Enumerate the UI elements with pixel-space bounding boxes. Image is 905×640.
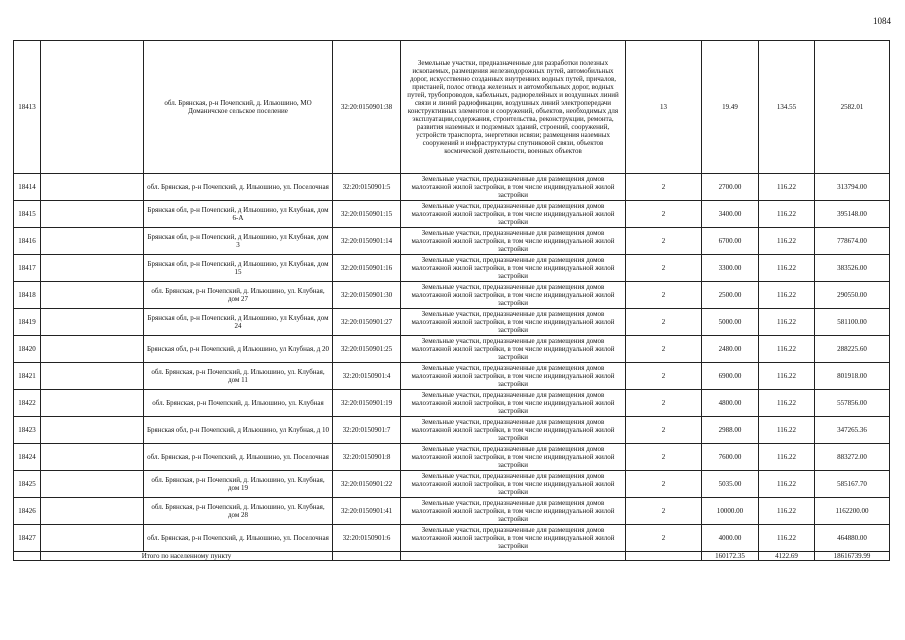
address-cell: обл. Брянская, р-н Почепский, д. Ильюшино, ул. Клубная, дом 19 — [144, 471, 333, 498]
group-code-cell: 2 — [626, 390, 702, 417]
land-use-cell: Земельные участки, предназначенные для разработки полезных ископаемых, размещения железнодорожных путей, автомобильных дорог, искусственно созданных внутренних водных путей, причалов, пристаней, полос отвода железных и автомобильных дорог, водных путей, трубопроводов, кабельных, радиорелейных и воздушных линий связи и линий радиофикации, воздушных линий электропередачи конструктивных элементов и сооружений, объектов, необходимых для эксплуатации,содержания, строительства, реконструкции, ремонта, развития наземных и подземных зданий, строений, сооружений, устройств транспорта, энергетики исвязи; размещения наземных сооружений и инфраструктуры спутниковой связи, объектов космической деятельности, военных объектов — [401, 41, 626, 174]
area-cell: 6900.00 — [702, 363, 759, 390]
area-cell: 2988.00 — [702, 417, 759, 444]
empty-cell — [41, 255, 144, 282]
cadastral-value-cell: 2582.01 — [815, 41, 890, 174]
table-row — [14, 444, 890, 471]
total-row — [14, 552, 890, 561]
address-cell: Брянская обл, р-н Почепский, д Ильюшино, ул Клубная, дом 3 — [144, 228, 333, 255]
cadastral-number-cell: 32:20:0150901:19 — [333, 390, 401, 417]
group-code-cell: 2 — [626, 498, 702, 525]
table-row — [14, 228, 890, 255]
empty-cell — [41, 363, 144, 390]
area-cell: 10000.00 — [702, 498, 759, 525]
row-number-cell: 18413 — [14, 41, 41, 174]
empty-cell — [41, 201, 144, 228]
table-row — [14, 525, 890, 552]
row-number-cell: 18419 — [14, 309, 41, 336]
area-cell: 5000.00 — [702, 309, 759, 336]
cadastral-number-cell: 32:20:0150901:7 — [333, 417, 401, 444]
empty-cell — [41, 174, 144, 201]
area-cell: 2480.00 — [702, 336, 759, 363]
cadastral-number-cell: 32:20:0150901:30 — [333, 282, 401, 309]
table-row — [14, 309, 890, 336]
page-number: 1084 — [873, 16, 891, 26]
cadastral-number-cell: 32:20:0150901:41 — [333, 498, 401, 525]
land-use-cell: Земельные участки, предназначенные для размещения домов малоэтажной жилой застройки, в том числе индивидуальной жилой застройки — [401, 282, 626, 309]
cadastral-number-cell: 32:20:0150901:25 — [333, 336, 401, 363]
specific-value-cell: 116.22 — [759, 417, 815, 444]
group-code-cell: 2 — [626, 201, 702, 228]
total-specific-value-cell: 4122.69 — [759, 552, 815, 561]
address-cell: обл. Брянская, р-н Почепский, д. Ильюшино, ул. Поселочная — [144, 174, 333, 201]
group-code-cell: 2 — [626, 228, 702, 255]
empty-cell — [14, 552, 41, 561]
row-number-cell: 18421 — [14, 363, 41, 390]
group-code-cell: 2 — [626, 309, 702, 336]
table-row — [14, 336, 890, 363]
table-body — [14, 41, 890, 561]
table-row — [14, 390, 890, 417]
table-row — [14, 363, 890, 390]
address-cell: обл. Брянская, р-н Почепский, д. Ильюшино, ул. Клубная, дом 28 — [144, 498, 333, 525]
area-cell: 4800.00 — [702, 390, 759, 417]
table-row — [14, 471, 890, 498]
specific-value-cell: 116.22 — [759, 498, 815, 525]
address-cell: Брянская обл, р-н Почепский, д Ильюшино, ул Клубная, д 10 — [144, 417, 333, 444]
address-cell: Брянская обл, р-н Почепский, д Ильюшино, ул Клубная, д 20 — [144, 336, 333, 363]
address-cell: Брянская обл, р-н Почепский, д Ильюшино, ул Клубная, дом 24 — [144, 309, 333, 336]
row-number-cell: 18418 — [14, 282, 41, 309]
cadastral-value-cell: 395148.00 — [815, 201, 890, 228]
land-use-cell: Земельные участки, предназначенные для размещения домов малоэтажной жилой застройки, в том числе индивидуальной жилой застройки — [401, 417, 626, 444]
cadastral-value-cell: 883272.00 — [815, 444, 890, 471]
row-number-cell: 18416 — [14, 228, 41, 255]
table-row — [14, 174, 890, 201]
address-cell: обл. Брянская, р-н Почепский, д. Ильюшино, ул. Поселочная — [144, 444, 333, 471]
group-code-cell: 13 — [626, 41, 702, 174]
specific-value-cell: 116.22 — [759, 201, 815, 228]
specific-value-cell: 116.22 — [759, 228, 815, 255]
row-number-cell: 18423 — [14, 417, 41, 444]
cadastral-value-cell: 581100.00 — [815, 309, 890, 336]
address-cell: обл. Брянская, р-н Почепский, д. Ильюшино, ул. Клубная, дом 11 — [144, 363, 333, 390]
area-cell: 3400.00 — [702, 201, 759, 228]
specific-value-cell: 116.22 — [759, 309, 815, 336]
specific-value-cell: 116.22 — [759, 525, 815, 552]
table-row — [14, 255, 890, 282]
cadastral-number-cell: 32:20:0150901:15 — [333, 201, 401, 228]
empty-cell — [41, 41, 144, 174]
empty-cell — [333, 552, 401, 561]
specific-value-cell: 116.22 — [759, 471, 815, 498]
empty-cell — [41, 498, 144, 525]
cadastral-value-cell: 585167.70 — [815, 471, 890, 498]
group-code-cell: 2 — [626, 525, 702, 552]
cadastral-value-cell: 1162200.00 — [815, 498, 890, 525]
land-use-cell: Земельные участки, предназначенные для размещения домов малоэтажной жилой застройки, в том числе индивидуальной жилой застройки — [401, 525, 626, 552]
empty-cell — [41, 525, 144, 552]
group-code-cell: 2 — [626, 255, 702, 282]
cadastral-number-cell: 32:20:0150901:5 — [333, 174, 401, 201]
area-cell: 19.49 — [702, 41, 759, 174]
specific-value-cell: 116.22 — [759, 444, 815, 471]
table-row — [14, 201, 890, 228]
cadastral-number-cell: 32:20:0150901:27 — [333, 309, 401, 336]
land-use-cell: Земельные участки, предназначенные для размещения домов малоэтажной жилой застройки, в том числе индивидуальной жилой застройки — [401, 255, 626, 282]
group-code-cell: 2 — [626, 282, 702, 309]
table-row — [14, 417, 890, 444]
empty-cell — [41, 471, 144, 498]
cadastral-value-cell: 347265.36 — [815, 417, 890, 444]
specific-value-cell: 116.22 — [759, 390, 815, 417]
land-use-cell: Земельные участки, предназначенные для размещения домов малоэтажной жилой застройки, в том числе индивидуальной жилой застройки — [401, 228, 626, 255]
area-cell: 2500.00 — [702, 282, 759, 309]
cadastral-number-cell: 32:20:0150901:4 — [333, 363, 401, 390]
group-code-cell: 2 — [626, 174, 702, 201]
land-use-cell: Земельные участки, предназначенные для размещения домов малоэтажной жилой застройки, в том числе индивидуальной жилой застройки — [401, 363, 626, 390]
address-cell: Брянская обл, р-н Почепский, д Ильюшино, ул Клубная, дом 6-А — [144, 201, 333, 228]
cadastral-value-cell: 313794.00 — [815, 174, 890, 201]
specific-value-cell: 116.22 — [759, 255, 815, 282]
area-cell: 6700.00 — [702, 228, 759, 255]
cadastral-value-cell: 290550.00 — [815, 282, 890, 309]
cadastral-number-cell: 32:20:0150901:14 — [333, 228, 401, 255]
address-cell: обл. Брянская, р-н Почепский, д. Ильюшино, ул. Клубная, дом 27 — [144, 282, 333, 309]
area-cell: 3300.00 — [702, 255, 759, 282]
total-cadastral-value-cell: 18616739.99 — [815, 552, 890, 561]
cadastral-value-cell: 288225.60 — [815, 336, 890, 363]
table-row — [14, 498, 890, 525]
empty-cell — [41, 336, 144, 363]
cadastral-value-cell: 464880.00 — [815, 525, 890, 552]
group-code-cell: 2 — [626, 336, 702, 363]
empty-cell — [41, 228, 144, 255]
area-cell: 5035.00 — [702, 471, 759, 498]
cadastral-value-cell: 801918.00 — [815, 363, 890, 390]
address-cell: Брянская обл, р-н Почепский, д Ильюшино, ул Клубная, дом 15 — [144, 255, 333, 282]
group-code-cell: 2 — [626, 363, 702, 390]
empty-cell — [41, 390, 144, 417]
address-cell: обл. Брянская, р-н Почепский, д. Ильюшино, ул. Поселочная — [144, 525, 333, 552]
total-area-cell: 160172.35 — [702, 552, 759, 561]
row-number-cell: 18424 — [14, 444, 41, 471]
row-number-cell: 18426 — [14, 498, 41, 525]
address-cell: обл. Брянская, р-н Почепский, д. Ильюшино, МО Доманичское сельское поселение — [144, 41, 333, 174]
empty-cell — [41, 417, 144, 444]
cadastral-value-cell: 557856.00 — [815, 390, 890, 417]
empty-cell — [41, 282, 144, 309]
specific-value-cell: 116.22 — [759, 174, 815, 201]
empty-cell — [41, 309, 144, 336]
row-number-cell: 18427 — [14, 525, 41, 552]
group-code-cell: 2 — [626, 417, 702, 444]
area-cell: 4000.00 — [702, 525, 759, 552]
row-number-cell: 18422 — [14, 390, 41, 417]
group-code-cell: 2 — [626, 471, 702, 498]
cadastral-number-cell: 32:20:0150901:8 — [333, 444, 401, 471]
row-number-cell: 18415 — [14, 201, 41, 228]
cadastral-number-cell: 32:20:0150901:38 — [333, 41, 401, 174]
table-row — [14, 41, 890, 174]
specific-value-cell: 116.22 — [759, 363, 815, 390]
group-code-cell: 2 — [626, 444, 702, 471]
table-row — [14, 282, 890, 309]
land-use-cell: Земельные участки, предназначенные для размещения домов малоэтажной жилой застройки, в том числе индивидуальной жилой застройки — [401, 174, 626, 201]
empty-cell — [401, 552, 626, 561]
cadastral-value-cell: 383526.00 — [815, 255, 890, 282]
row-number-cell: 18414 — [14, 174, 41, 201]
cadastral-number-cell: 32:20:0150901:22 — [333, 471, 401, 498]
empty-cell — [626, 552, 702, 561]
land-use-cell: Земельные участки, предназначенные для размещения домов малоэтажной жилой застройки, в том числе индивидуальной жилой застройки — [401, 336, 626, 363]
specific-value-cell: 134.55 — [759, 41, 815, 174]
specific-value-cell: 116.22 — [759, 336, 815, 363]
total-label: Итого по населенному пункту — [41, 552, 333, 561]
area-cell: 7600.00 — [702, 444, 759, 471]
area-cell: 2700.00 — [702, 174, 759, 201]
land-use-cell: Земельные участки, предназначенные для размещения домов малоэтажной жилой застройки, в том числе индивидуальной жилой застройки — [401, 309, 626, 336]
land-use-cell: Земельные участки, предназначенные для размещения домов малоэтажной жилой застройки, в том числе индивидуальной жилой застройки — [401, 498, 626, 525]
cadastral-number-cell: 32:20:0150901:16 — [333, 255, 401, 282]
row-number-cell: 18420 — [14, 336, 41, 363]
cadastral-number-cell: 32:20:0150901:6 — [333, 525, 401, 552]
land-use-cell: Земельные участки, предназначенные для размещения домов малоэтажной жилой застройки, в том числе индивидуальной жилой застройки — [401, 201, 626, 228]
land-use-cell: Земельные участки, предназначенные для размещения домов малоэтажной жилой застройки, в том числе индивидуальной жилой застройки — [401, 444, 626, 471]
address-cell: обл. Брянская, р-н Почепский, д. Ильюшино, ул. Клубная — [144, 390, 333, 417]
specific-value-cell: 116.22 — [759, 282, 815, 309]
row-number-cell: 18425 — [14, 471, 41, 498]
row-number-cell: 18417 — [14, 255, 41, 282]
land-use-cell: Земельные участки, предназначенные для размещения домов малоэтажной жилой застройки, в том числе индивидуальной жилой застройки — [401, 471, 626, 498]
cadastral-value-table — [13, 40, 890, 561]
land-use-cell: Земельные участки, предназначенные для размещения домов малоэтажной жилой застройки, в том числе индивидуальной жилой застройки — [401, 390, 626, 417]
cadastral-value-cell: 778674.00 — [815, 228, 890, 255]
empty-cell — [41, 444, 144, 471]
